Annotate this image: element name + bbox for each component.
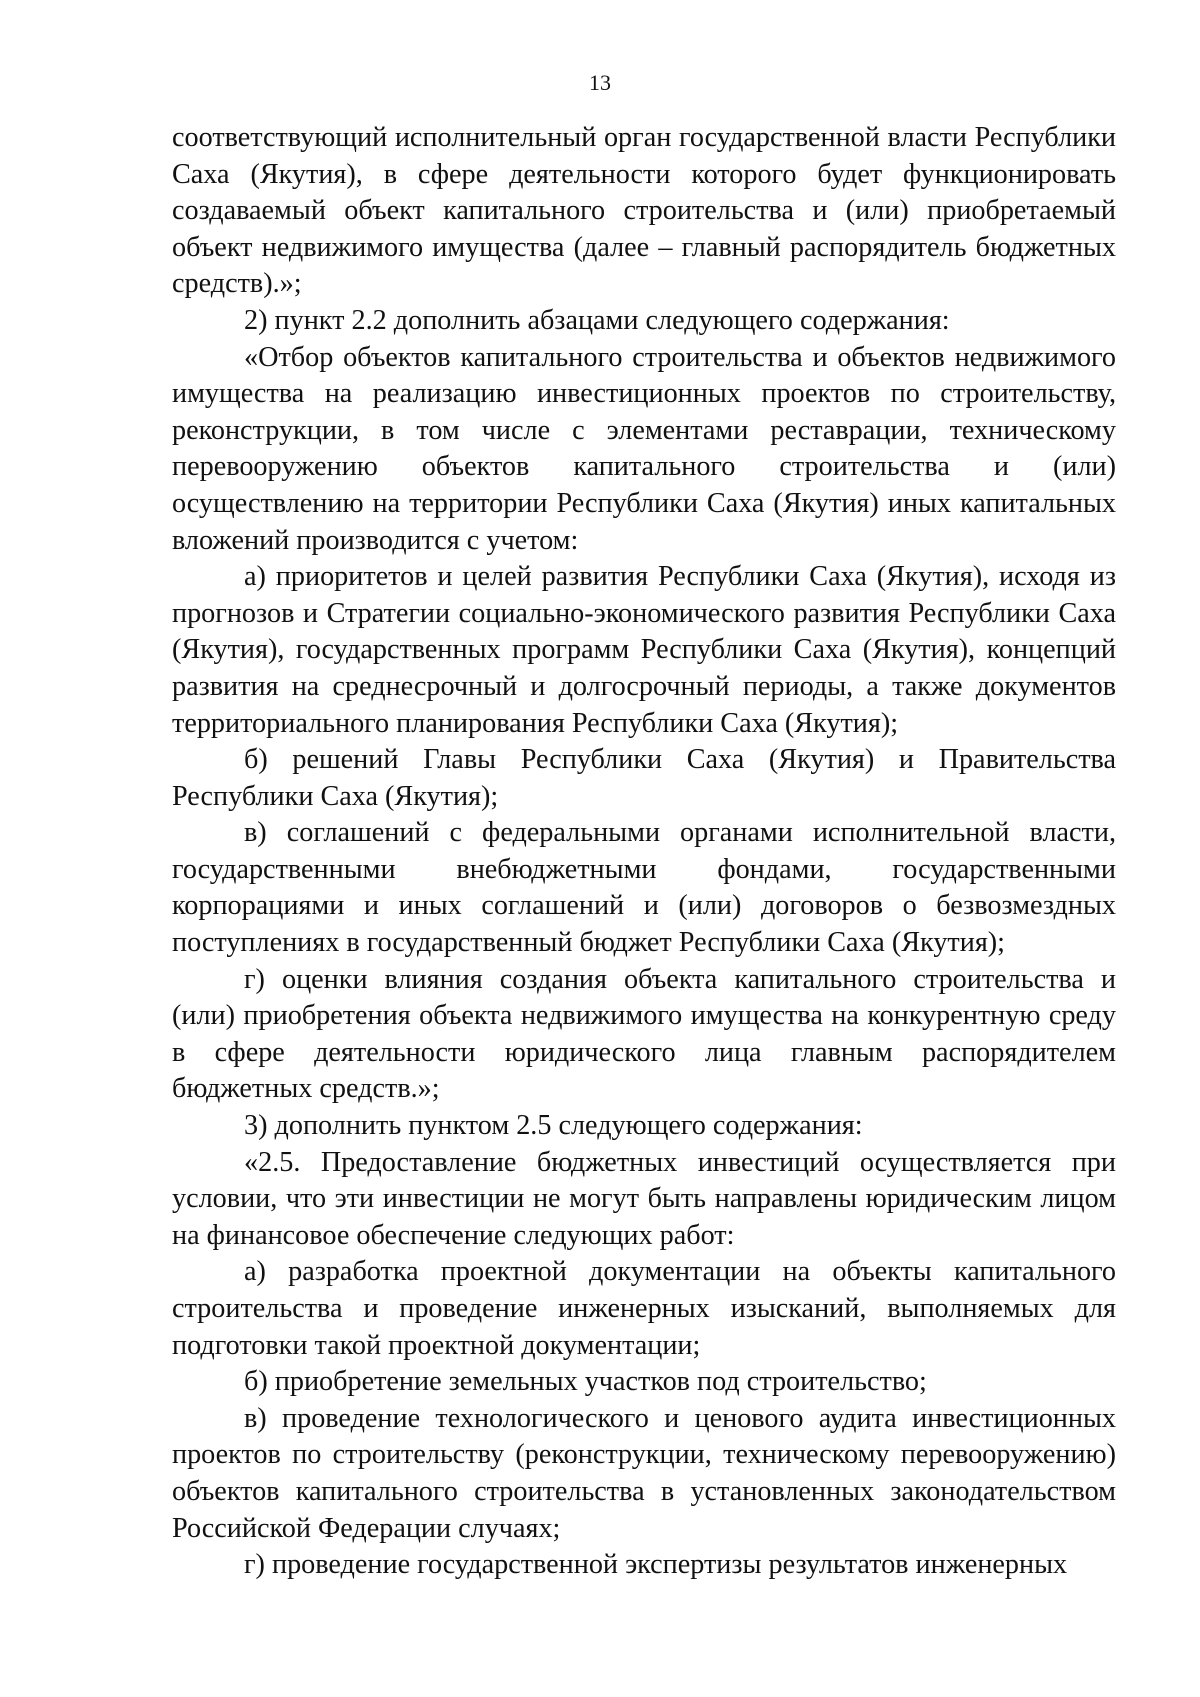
page-number: 13 — [589, 70, 611, 95]
paragraph-selection-criteria: «Отбор объектов капитального строительства и объектов недвижимого имущества на реализацию инвестиционных проектов по строительству, реконструкции, в том числе с элементами реставрации, техническому перевооружению объектов капитального строительства и (или) осуществлению на территории Республики Саха (Якутия) иных капитальных вложений производится с учетом: — [172, 341, 1116, 556]
paragraph-work-b: б) приобретение земельных участков под строительство; — [244, 1366, 927, 1398]
paragraph-subitem-g: г) оценки влияния создания объекта капитального строительства и (или) приобретения объекта недвижимого имущества на конкурентную среду в сфере деятельности юридического лица главным распорядителем бюджетных средств.»; — [172, 963, 1116, 1105]
paragraph-continuation: соответствующий исполнительный орган государственной власти Республики Саха (Якутия), в сфере деятельности которого будет функционировать создаваемый объект капитального строительства и (или) приобретаемый объект недвижимого имущества (далее – главный распорядитель бюджетных средств).»; — [172, 122, 1116, 300]
document-body — [172, 120, 1116, 1584]
paragraph-work-g: г) проведение государственной экспертизы результатов инженерных — [244, 1549, 1068, 1581]
paragraph-clause-2-5: «2.5. Предоставление бюджетных инвестиций осуществляется при условии, что эти инвестиции не могут быть направлены юридическим лицом на финансовое обеспечение следующих работ: — [172, 1146, 1116, 1251]
paragraph-item-3: 3) дополнить пунктом 2.5 следующего содержания: — [244, 1110, 863, 1142]
paragraph-subitem-v: в) соглашений с федеральными органами исполнительной власти, государственными внебюджетными фондами, государственными корпорациями и иных соглашений и (или) договоров о безвозмездных поступлениях в государственный бюджет Республики Саха (Якутия); — [172, 817, 1116, 959]
paragraph-subitem-b: б) решений Главы Республики Саха (Якутия) и Правительства Республики Саха (Якутия); — [172, 744, 1116, 812]
paragraph-work-v: в) проведение технологического и ценового аудита инвестиционных проектов по строительству (реконструкции, техническому перевооружению) объектов капитального строительства в установленных законодательством Российской Федерации случаях; — [172, 1402, 1116, 1544]
paragraph-item-2: 2) пункт 2.2 дополнить абзацами следующего содержания: — [244, 304, 950, 336]
paragraph-work-a: а) разработка проектной документации на объекты капитального строительства и проведение инженерных изысканий, выполняемых для подготовки такой проектной документации; — [172, 1256, 1116, 1361]
paragraph-subitem-a: а) приоритетов и целей развития Республики Саха (Якутия), исходя из прогнозов и Стратегии социально-экономического развития Республики Саха (Якутия), государственных программ Республики Саха (Якутия), концепций развития на среднесрочный и долгосрочный периоды, а также документов территориального планирования Республики Саха (Якутия); — [172, 561, 1116, 739]
